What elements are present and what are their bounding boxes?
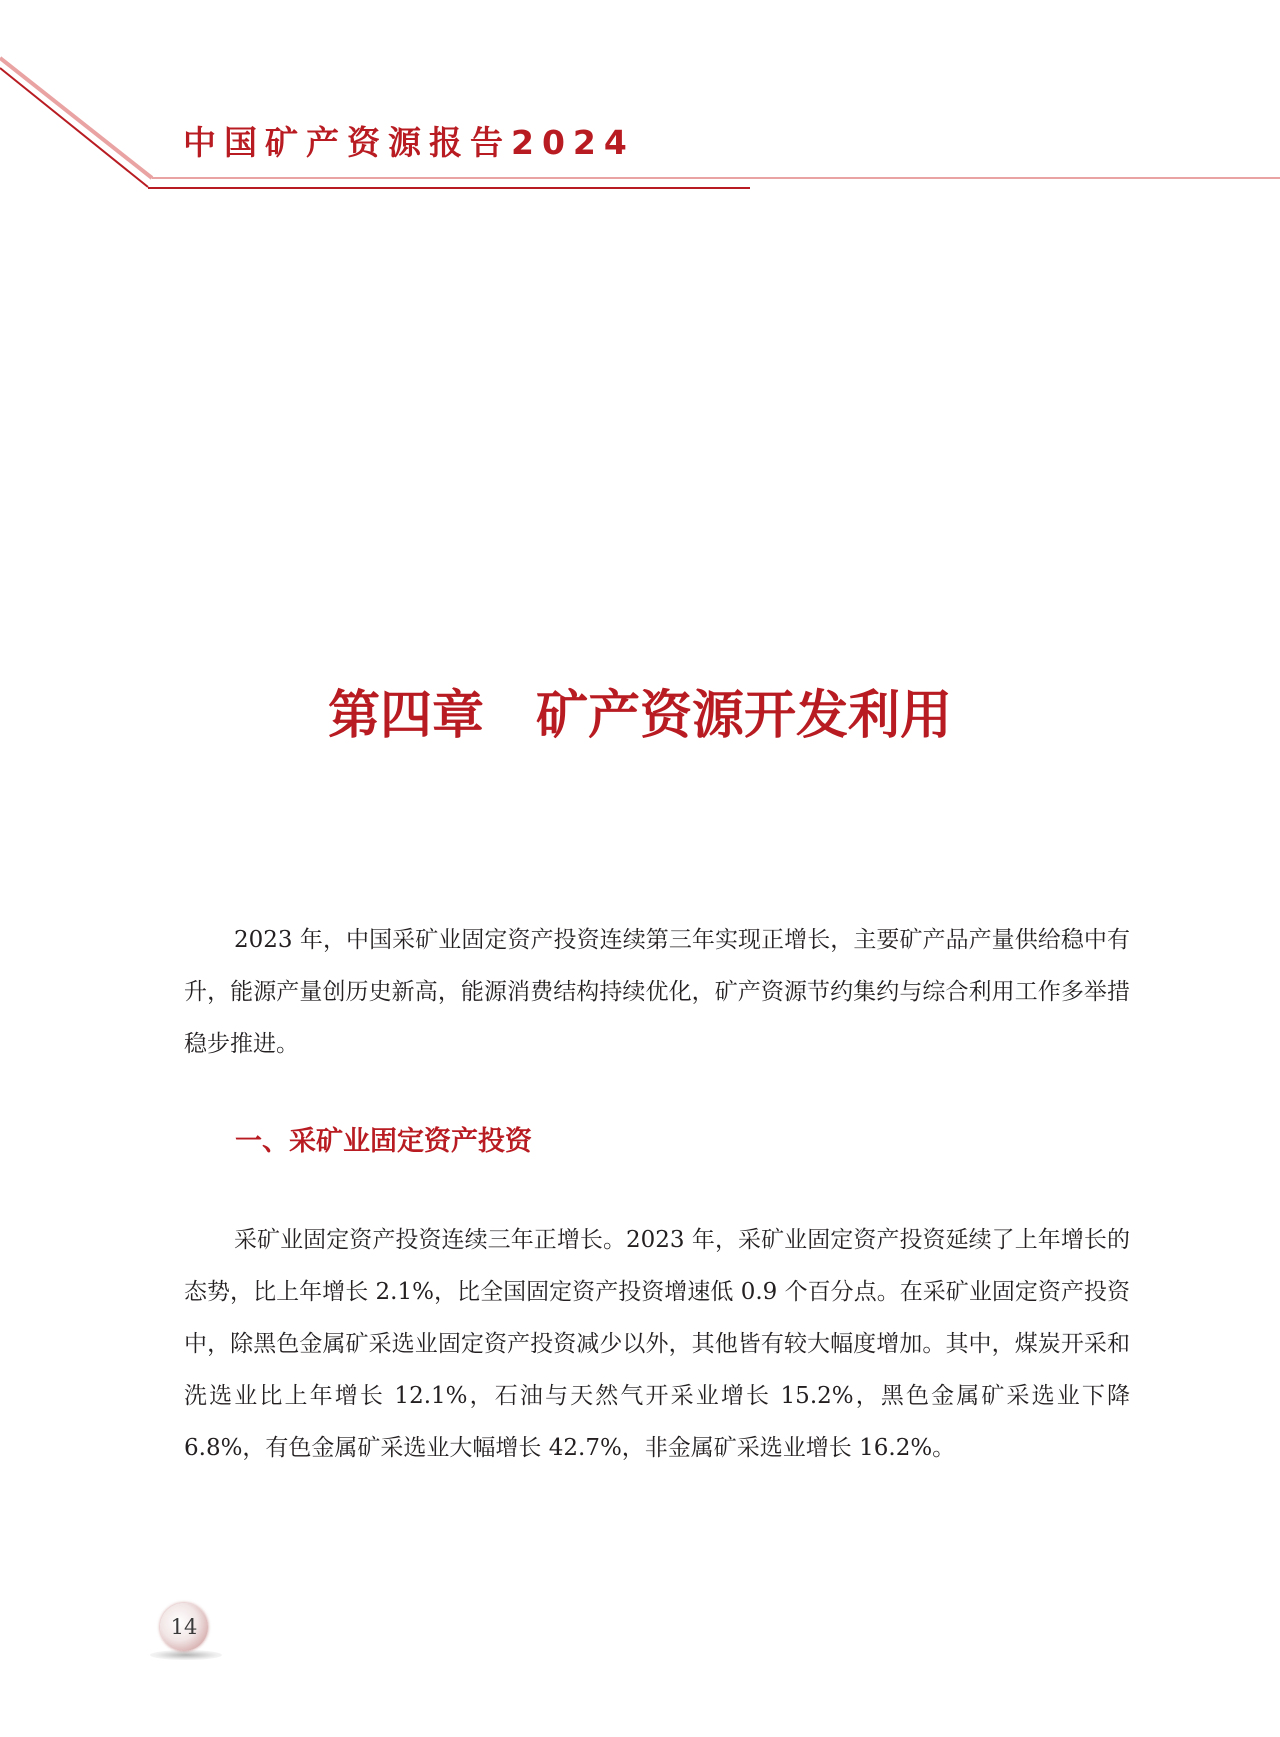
header-diagonal-dark-line [0, 68, 148, 187]
header-decoration [0, 0, 1280, 200]
chapter-title [0, 686, 1280, 746]
page-number-badge-shadow [150, 1650, 222, 1660]
page-number: 14 [170, 1615, 198, 1639]
intro-paragraph: 2023 年，中国采矿业固定资产投资连续第三年实现正增长，主要矿产品产量供给稳中有升，能源产量创历史新高，能源消费结构持续优化，矿产资源节约集约与综合利用工作多举措稳步推进。 [184, 927, 1130, 1057]
section-heading: 一、采矿业固定资产投资 [235, 1126, 532, 1157]
chapter-name: 矿产资源开发利用 [536, 686, 953, 746]
section-paragraph: 采矿业固定资产投资连续三年正增长。2023 年，采矿业固定资产投资延续了上年增长的态势，比上年增长 2.1%，比全国固定资产投资增速低 0.9 个百分点。在采矿业固定资产投资中，除黑色金属矿采选业固定资产投资减少以外，其他皆有较大幅度增加。其中，煤炭开采和洗选业比上年增长 12.1%，石油与天然气开采业增长 15.2%，黑色金属矿采选业下降 6.8%，有色金属矿采选业大幅增长 42.7%，非金属矿采选业增长 16.2%。 [184, 1227, 1130, 1461]
chapter-number: 第四章 [327, 686, 484, 746]
running-header-title: 中国矿产资源报告2024 [183, 123, 635, 162]
header-diagonal-light-line [0, 58, 152, 178]
